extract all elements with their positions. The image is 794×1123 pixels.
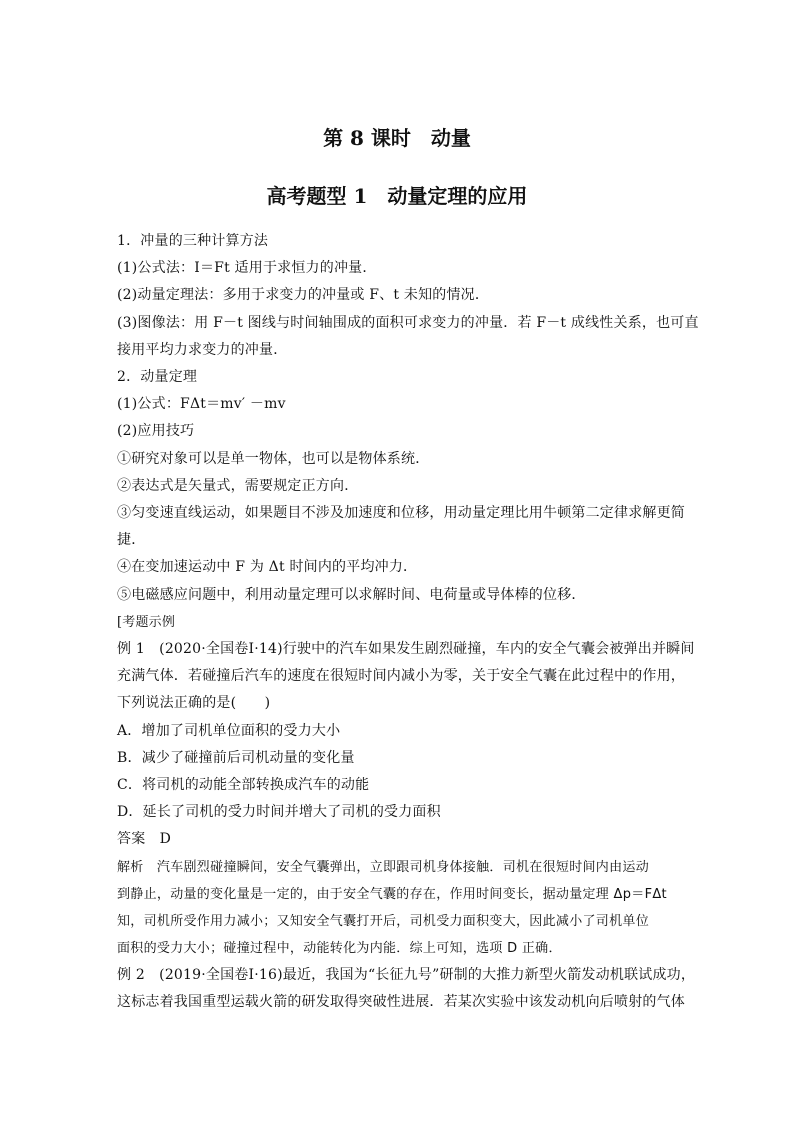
example-1-line2: 充满气体．若碰撞后汽车的速度在很短时间内减小为零，关于安全气囊在此过程中的作用， [117, 668, 685, 685]
example-2-line1: 例 2 (2019·全国卷Ⅰ·16)最近，我国为“长征九号”研制的大推力新型火箭发动机联试成功， [117, 966, 696, 983]
exam-examples-label: [考题示例 [117, 614, 176, 630]
tip-4: ④在变加速运动中 F 为 Δt 时间内的平均冲力． [117, 559, 418, 576]
example-1-line1: 例 1 (2020·全国卷Ⅰ·14)行驶中的汽车如果发生剧烈碰撞，车内的安全气囊会被弹出并瞬间 [117, 641, 695, 658]
example-1-line3: 下列说法正确的是( ) [117, 695, 271, 712]
graph-method-line1: (3)图像法：用 F－t 图线与时间轴围成的面积可求变力的冲量．若 F－t 成线性关系，也可直 [117, 314, 699, 331]
graph-method-line2: 接用平均力求变力的冲量． [117, 341, 288, 358]
analysis-line3: 知，司机所受作用力减小；又知安全气囊打开后，司机受力面积变大，因此减小了司机单位 [117, 913, 650, 929]
lesson-title: 第 8 课时 动量 [323, 126, 471, 150]
answer: 答案 D [117, 831, 172, 848]
application-tips-heading: (2)应用技巧 [117, 423, 195, 440]
document-body [117, 228, 699, 1016]
formula-method: (1)公式法：I＝Ft 适用于求恒力的冲量． [117, 260, 377, 277]
tip-3-line1: ③匀变速直线运动，如果题目不涉及加速度和位移，用动量定理比用牛顿第二定律求解更简 [117, 505, 685, 522]
analysis-line2: 到静止，动量的变化量是一定的，由于安全气囊的存在，作用时间变长，据动量定理 Δp＝FΔt [117, 886, 667, 902]
analysis-line1: 解析 汽车剧烈碰撞瞬间，安全气囊弹出，立即跟司机身体接触．司机在很短时间内由运动 [117, 859, 650, 875]
theorem-formula: (1)公式：FΔt＝mv′ －mv [117, 396, 286, 413]
analysis-line4: 面积的受力大小；碰撞过程中，动能转化为内能．综上可知，选项 D 正确． [117, 940, 562, 956]
theorem-method: (2)动量定理法：多用于求变力的冲量或 F、t 未知的情况． [117, 287, 490, 304]
tip-2: ②表达式是矢量式，需要规定正方向． [117, 477, 359, 494]
tip-3-line2: 捷． [117, 532, 146, 549]
heading-impulse-methods: 1．冲量的三种计算方法 [117, 233, 269, 249]
heading-momentum-theorem: 2．动量定理 [117, 369, 198, 386]
option-d: D．延长了司机的受力时间并增大了司机的受力面积 [117, 804, 441, 821]
tip-1: ①研究对象可以是单一物体，也可以是物体系统． [117, 450, 430, 467]
option-b: B．减少了碰撞前后司机动量的变化量 [117, 749, 355, 766]
section-title: 高考题型 1 动量定理的应用 [266, 184, 528, 208]
tip-5: ⑤电磁感应问题中，利用动量定理可以求解时间、电荷量或导体棒的位移． [117, 586, 586, 603]
option-a: A．增加了司机单位面积的受力大小 [117, 722, 341, 739]
option-c: C．将司机的动能全部转换成汽车的动能 [117, 777, 370, 794]
example-2-line2: 这标志着我国重型运载火箭的研发取得突破性进展．若某次实验中该发动机向后喷射的气体 [117, 993, 685, 1010]
